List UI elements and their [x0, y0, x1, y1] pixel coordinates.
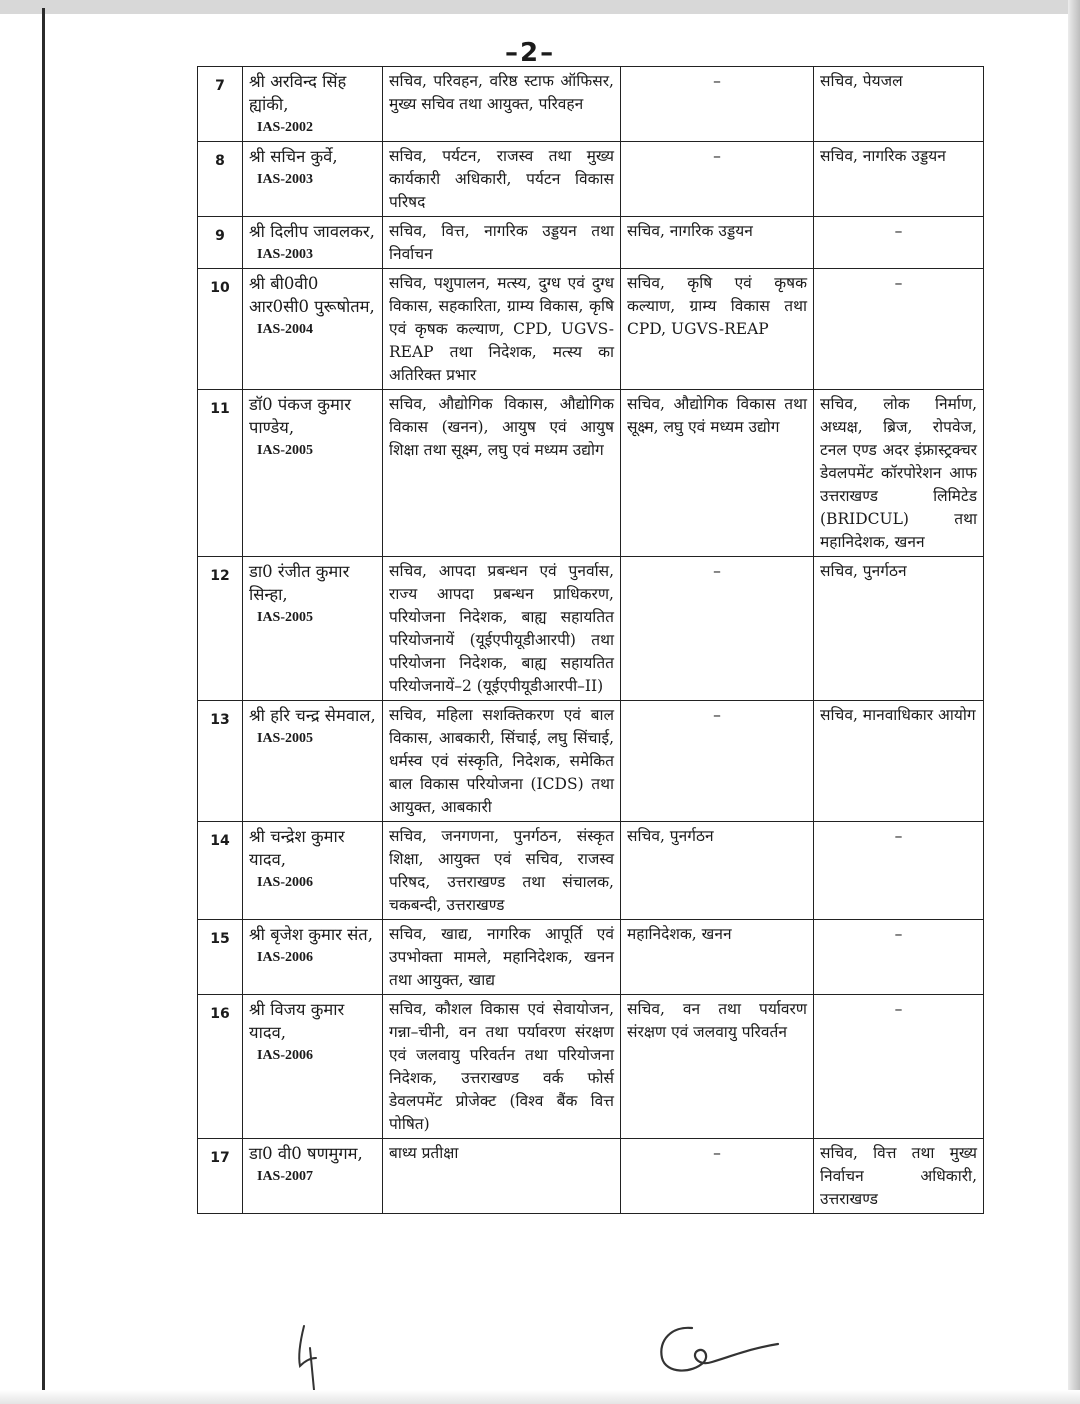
serial-number-cell: 15 — [198, 920, 243, 995]
new-posting-cell: – — [814, 269, 984, 390]
current-posting-cell: सचिव, आपदा प्रबन्धन एवं पुनर्वास, राज्य आपदा प्रबन्धन प्राधिकरण, परियोजना निदेशक, बाह्य सहायतित परियोजनायें (यूईएपीयूडीआरपी) तथा परियोजना निदेशक, बाह्य सहायतित परियोजनायें–2 (यूईएपीयूडीआरपी–II) — [383, 557, 621, 701]
serial-number-cell: 10 — [198, 269, 243, 390]
officer-service-batch: IAS-2002 — [257, 120, 314, 135]
officer-name: डा0 रंजीत कुमार सिन्हा, — [249, 562, 350, 604]
table-row — [198, 920, 984, 995]
officer-cell — [243, 920, 383, 995]
new-posting-cell: सचिव, पेयजल — [814, 67, 984, 142]
relieved-from-cell: – — [621, 701, 814, 822]
relieved-from-cell: सचिव, नागरिक उड्डयन — [621, 217, 814, 269]
officer-cell — [243, 1139, 383, 1214]
table-body — [198, 67, 984, 1214]
new-posting-cell: सचिव, लोक निर्माण, अध्यक्ष, ब्रिज, रोपवेज, टनल एण्ड अदर इंफ्रास्ट्रक्चर डेवलपमेंट कॉरपोरेशन आफ उत्तराखण्ड लिमिटेड (BRIDCUL) तथा महानिदेशक, खनन — [814, 390, 984, 557]
current-posting-cell: सचिव, महिला सशक्तिकरण एवं बाल विकास, आबकारी, सिंचाई, लघु सिंचाई, धर्मस्व एवं संस्कृति, निदेशक, समेकित बाल विकास परियोजना (ICDS) तथा आयुक्त, आबकारी — [383, 701, 621, 822]
relieved-from-cell: – — [621, 1139, 814, 1214]
officer-service-batch: IAS-2005 — [257, 610, 314, 625]
table-row — [198, 217, 984, 269]
officer-cell — [243, 217, 383, 269]
table-row — [198, 701, 984, 822]
new-posting-cell: सचिव, पुनर्गठन — [814, 557, 984, 701]
serial-number-cell: 16 — [198, 995, 243, 1139]
new-posting-cell: – — [814, 920, 984, 995]
officer-name: श्री दिलीप जावलकर, — [249, 222, 375, 241]
officer-cell — [243, 701, 383, 822]
serial-number-cell: 7 — [198, 67, 243, 142]
officer-name: श्री बृजेश कुमार संत, — [249, 925, 373, 944]
current-posting-cell: सचिव, वित्त, नागरिक उड्डयन तथा निर्वाचन — [383, 217, 621, 269]
officer-service-batch: IAS-2007 — [257, 1169, 314, 1184]
officer-name: श्री चन्द्रेश कुमार यादव, — [249, 827, 345, 869]
scan-bottom-edge — [0, 1390, 1080, 1404]
officer-name: श्री विजय कुमार यादव, — [249, 1000, 345, 1042]
new-posting-cell: सचिव, वित्त तथा मुख्य निर्वाचन अधिकारी, उत्तराखण्ड — [814, 1139, 984, 1214]
current-posting-cell: सचिव, खाद्य, नागरिक आपूर्ति एवं उपभोक्ता मामले, महानिदेशक, खनन तथा आयुक्त, खाद्य — [383, 920, 621, 995]
relieved-from-cell: सचिव, औद्योगिक विकास तथा सूक्ष्म, लघु एवं मध्यम उद्योग — [621, 390, 814, 557]
serial-number-cell: 14 — [198, 822, 243, 920]
current-posting-cell: सचिव, पर्यटन, राजस्व तथा मुख्य कार्यकारी अधिकारी, पर्यटन विकास परिषद — [383, 142, 621, 217]
scan-top-edge — [0, 0, 1080, 14]
officer-service-batch: IAS-2005 — [257, 443, 314, 458]
serial-number-cell: 12 — [198, 557, 243, 701]
relieved-from-cell: सचिव, कृषि एवं कृषक कल्याण, ग्राम्य विकास तथा CPD, UGVS-REAP — [621, 269, 814, 390]
new-posting-cell: – — [814, 995, 984, 1139]
relieved-from-cell: – — [621, 557, 814, 701]
officer-name: श्री बी0वी0 आर0सी0 पुरूषोतम, — [249, 274, 375, 316]
table-row — [198, 557, 984, 701]
page-number: –2– — [505, 38, 556, 68]
current-posting-cell: सचिव, जनगणना, पुनर्गठन, संस्कृत शिक्षा, आयुक्त एवं सचिव, राजस्व परिषद, उत्तराखण्ड तथा संचालक, चकबन्दी, उत्तराखण्ड — [383, 822, 621, 920]
table-row — [198, 67, 984, 142]
initials-signature-left — [290, 1322, 330, 1392]
officer-cell — [243, 557, 383, 701]
officer-cell — [243, 822, 383, 920]
officer-cell — [243, 390, 383, 557]
current-posting-cell: सचिव, औद्योगिक विकास, औद्योगिक विकास (खनन), आयुष एवं आयुष शिक्षा तथा सूक्ष्म, लघु एवं मध्यम उद्योग — [383, 390, 621, 557]
table-row — [198, 822, 984, 920]
officer-cell — [243, 67, 383, 142]
table-row — [198, 269, 984, 390]
officer-service-batch: IAS-2003 — [257, 172, 314, 187]
serial-number-cell: 8 — [198, 142, 243, 217]
officer-name: डॉ0 पंकज कुमार पाण्डेय, — [249, 395, 351, 437]
new-posting-cell: – — [814, 217, 984, 269]
table-row — [198, 142, 984, 217]
serial-number-cell: 13 — [198, 701, 243, 822]
table-row — [198, 390, 984, 557]
officer-service-batch: IAS-2006 — [257, 950, 314, 965]
officer-name: डा0 वी0 षणमुगम, — [249, 1144, 363, 1163]
officer-cell — [243, 995, 383, 1139]
relieved-from-cell: सचिव, पुनर्गठन — [621, 822, 814, 920]
binder-margin-line — [42, 14, 45, 1394]
new-posting-cell: सचिव, नागरिक उड्डयन — [814, 142, 984, 217]
initials-signature-right — [652, 1318, 782, 1380]
scan-right-edge — [1068, 0, 1080, 1404]
current-posting-cell: सचिव, पशुपालन, मत्स्य, दुग्ध एवं दुग्ध विकास, सहकारिता, ग्राम्य विकास, कृषि एवं कृषक कल्याण, CPD, UGVS-REAP तथा निदेशक, मत्स्य का अतिरिक्त प्रभार — [383, 269, 621, 390]
relieved-from-cell: – — [621, 67, 814, 142]
officer-service-batch: IAS-2005 — [257, 731, 314, 746]
relieved-from-cell: सचिव, वन तथा पर्यावरण संरक्षण एवं जलवायु परिवर्तन — [621, 995, 814, 1139]
officer-cell — [243, 142, 383, 217]
officer-service-batch: IAS-2004 — [257, 322, 314, 337]
relieved-from-cell: महानिदेशक, खनन — [621, 920, 814, 995]
table-row — [198, 995, 984, 1139]
officer-cell — [243, 269, 383, 390]
new-posting-cell: सचिव, मानवाधिकार आयोग — [814, 701, 984, 822]
current-posting-cell: सचिव, परिवहन, वरिष्ठ स्टाफ ऑफिसर, मुख्य सचिव तथा आयुक्त, परिवहन — [383, 67, 621, 142]
officer-name: श्री हरि चन्द्र सेमवाल, — [249, 706, 376, 725]
officer-service-batch: IAS-2003 — [257, 247, 314, 262]
officer-name: श्री अरविन्द सिंह ह्यांकी, — [249, 72, 347, 114]
current-posting-cell: बाध्य प्रतीक्षा — [383, 1139, 621, 1214]
table-row — [198, 1139, 984, 1214]
officer-service-batch: IAS-2006 — [257, 875, 314, 890]
transfer-table — [197, 66, 984, 1214]
officer-service-batch: IAS-2006 — [257, 1048, 314, 1063]
serial-number-cell: 9 — [198, 217, 243, 269]
relieved-from-cell: – — [621, 142, 814, 217]
serial-number-cell: 17 — [198, 1139, 243, 1214]
serial-number-cell: 11 — [198, 390, 243, 557]
officer-name: श्री सचिन कुर्वे, — [249, 147, 338, 166]
new-posting-cell: – — [814, 822, 984, 920]
current-posting-cell: सचिव, कौशल विकास एवं सेवायोजन, गन्ना–चीनी, वन तथा पर्यावरण संरक्षण एवं जलवायु परिवर्तन तथा परियोजना निदेशक, उत्तराखण्ड वर्क फोर्स डेवलपमेंट प्रोजेक्ट (विश्व बैंक वित्त पोषित) — [383, 995, 621, 1139]
